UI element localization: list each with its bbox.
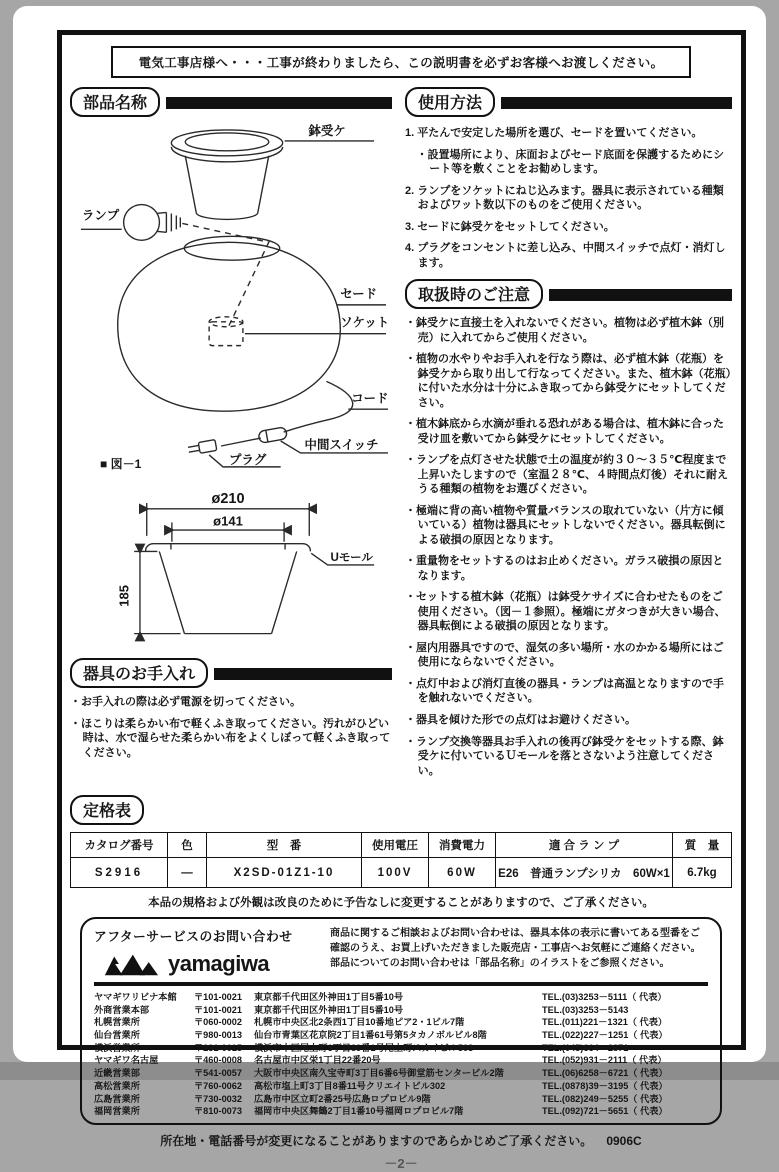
office-name: 福岡営業所 [94,1106,140,1117]
office-address: 高松市塩上町3丁目8番11号クリエイトビル302 [254,1080,446,1091]
office-tel: TEL.(06)6258－6721（ 代表） [542,1068,668,1079]
usage-step: 1. 平たんで安定した場所を選び、セードを置いてください。 [405,127,703,139]
after-service-box [80,917,722,1125]
section-title-care: 器具のお手入れ [70,658,208,688]
office-postal: 〒101-0021 [194,1004,243,1015]
after-service-title: アフターサービスのお問い合わせ [94,929,293,945]
dim-outer: ø210 [211,491,245,508]
office-postal: 〒101-0021 [194,992,243,1003]
section-rating-header [70,795,732,825]
office-row [94,1042,708,1055]
section-title-parts: 部品名称 [70,87,160,117]
yamagiwa-mountain-icon [102,950,160,978]
rating-section [70,795,732,910]
precaution-item: ・重量物をセットするのはお止めください。ガラス破損の原因となります。 [405,555,724,582]
col-catalog: カタログ番号 [71,833,168,858]
office-name: 高松営業所 [94,1080,140,1091]
notice-banner: 電気工事店様へ・・・工事が終わりましたら、この説明書を必ずお客様へお渡しください。 [111,46,691,78]
usage-step: 4. プラグをコンセントに差し込み、中間スイッチで点灯・消灯します。 [405,242,726,269]
after-service-left [94,926,320,978]
office-address: 横浜市中区尾上町6丁目89番1号尾上町スカイビル503 [254,1042,474,1053]
usage-step-sub: ・設置場所により、床面およびセード底面を保護するためにシート等を敷くことをお勧めします。 [416,148,725,176]
rating-table [70,832,732,888]
precaution-item: ・ランプ交換等器具お手入れの後再び鉢受ケをセットする際、鉢受ケに付いているＵモールを落とさないよう注意してください。 [405,735,724,777]
section-bar [214,668,392,680]
val-voltage: 100V [362,858,429,888]
col-model: 型 番 [207,833,362,858]
val-color: — [168,858,207,888]
usage-step: 2. ランプをソケットにねじ込みます。器具に表示されている種類およびワット数以下のものをご使用ください。 [405,184,724,212]
office-row [94,1029,708,1042]
office-address: 東京都千代田区外神田1丁目5番10号 [254,1004,404,1015]
figure-caption: ■ 図－1 [100,457,142,471]
precaution-item: ・鉢受ケに直接土を入れないでください。植物は必ず植木鉢（別売）に入れてからご使用ください。 [405,317,724,344]
office-row [94,1067,708,1080]
office-address: 東京都千代田区外神田1丁目5番10号 [254,992,404,1003]
shade-drawing [118,236,341,411]
office-address: 札幌市中央区北2条西1丁目10番地ピア2・1ビル7階 [254,1017,465,1028]
office-postal: 〒060-0002 [194,1017,243,1028]
right-column [392,87,732,785]
office-row [94,991,708,1004]
section-title-rating: 定格表 [70,795,144,825]
office-tel: TEL.(03)3253－5143 [542,1004,629,1015]
val-lamp: E26 普通ランプシリカ 60W×1 [496,858,673,888]
usage-steps [405,126,732,270]
brand-logo [102,950,320,978]
office-name: ヤマギワ名古屋 [94,1055,159,1066]
office-address: 大阪市中央区南久宝寺町3丁目6番6号御堂筋センタービル2階 [254,1068,504,1079]
val-weight: 6.7kg [673,858,732,888]
office-row [94,1093,708,1106]
precaution-item: ・器具を傾けた形での点灯はお避けください。 [405,713,636,726]
precaution-list [405,316,732,778]
section-title-usage: 使用方法 [405,87,495,117]
after-service-divider [94,982,708,986]
office-postal: 〒980-0013 [194,1030,243,1041]
val-model: X2SD-01Z1-10 [207,858,362,888]
precaution-item: ・屋内用器具ですので、湿気の多い場所・水のかかる場所にはご使用にならないでください。 [405,641,724,669]
office-row [94,1054,708,1067]
dim-inner: ø141 [213,513,243,529]
office-row [94,1004,708,1017]
section-care-header [70,658,392,688]
insertion-dashed-line [182,223,268,329]
precaution-item: ・ランプを点灯させた状態で土の温度が約３０～３５℃程度まで上昇いたしますので（室温２８℃、４時間点灯後）それに耐えうる種類の植物をお選びください。 [405,454,728,496]
holder-section-drawing [146,544,311,634]
section-bar [501,97,732,109]
office-name: 広島営業所 [94,1093,140,1104]
col-color: 色 [168,833,207,858]
label-switch: 中間スイッチ [304,437,379,452]
yamagiwa-wordmark: yamagiwa [168,951,270,977]
footer-notice-text: 所在地・電話番号が変更になることがありますのであらかじめご了承ください。 [160,1133,593,1148]
office-postal: 〒541-0057 [194,1068,243,1079]
office-name: ヤマギワリビナ本館 [94,992,177,1003]
section-precautions-header [405,279,732,309]
label-holder: 鉢受ケ [308,123,346,138]
office-tel: TEL.(082)249－5255（ 代表） [542,1093,668,1104]
pot-holder-drawing [171,130,282,219]
dimension-figure [78,474,378,652]
rating-value-row [71,858,732,888]
content-frame [57,30,746,1171]
office-postal: 〒231-0015 [194,1042,243,1053]
precaution-item: ・植物の水やりやお手入れを行なう際は、必ず植木鉢（花瓶）を鉢受ケから取り出して行なってください。また、植木鉢（花瓶）に付いた水分は十分にふき取ってから鉢受ケにセットしてください。 [405,353,732,409]
label-lamp: ランプ [81,208,120,223]
office-name: 近畿営業部 [94,1068,140,1079]
after-service-header [94,926,708,978]
office-row [94,1016,708,1029]
office-address: 名古屋市中区栄1丁目22番20号 [254,1055,381,1066]
office-tel: TEL.(011)221－1321（ 代表） [542,1017,668,1028]
office-address: 広島市中区立町2番25号広島ロプロビル9階 [254,1093,431,1104]
office-tel: TEL.(022)227－1251（ 代表） [542,1030,668,1041]
cord-drawing [221,381,353,446]
label-umall: Uモール [330,551,374,565]
section-bar [166,97,392,109]
office-list [94,991,708,1118]
care-item: ・お手入れの際は必ず電源を切ってください。 [70,696,301,708]
left-column [70,87,392,767]
dim-height: 185 [116,585,132,607]
section-bar [549,289,732,301]
two-column-layout [70,87,732,785]
precaution-item: ・セットする植木鉢（花瓶）は鉢受ケサイズに合わせたものをご使用ください。（図－１参照）。極端にガタつきが大きい場合、器具転倒による破損の原因となります。 [405,591,726,633]
footer-doc-code: 0906C [606,1133,642,1148]
office-tel: TEL.(092)721－5651（ 代表） [542,1106,668,1117]
section-usage-header [405,87,732,117]
office-name: 札幌営業所 [94,1017,140,1028]
office-row [94,1105,708,1118]
office-name: 横浜営業所 [94,1042,140,1053]
label-plug: プラグ [229,452,267,467]
section-parts-header [70,87,392,117]
footer-notice [70,1132,732,1149]
label-shade: セード [340,286,378,301]
office-row [94,1080,708,1093]
page-number: －2－ [384,1155,418,1171]
switch-drawing [258,427,287,444]
office-name: 仙台営業所 [94,1030,140,1041]
label-socket: ソケット [340,315,390,330]
office-tel: TEL.(045)664－2871 [542,1042,629,1053]
after-service-paragraph: 商品に関するご相談およびお問い合わせは、器具本体の表示に書いてある型番をご確認のうえ、お買上げいただきました販売店・工事店へお気軽にご連絡ください。部品についてのお問い合わせは「部品名称」のイラストをご参照ください。 [330,928,701,970]
office-address: 福岡市中央区舞鶴2丁目1番10号福岡ロプロビル7階 [254,1106,464,1117]
office-postal: 〒810-0073 [194,1106,243,1117]
care-item: ・ほこりは柔らかい布で軽くふき取ってください。汚れがひどい時は、水で湿らせた柔らかい布をよくしぼって軽くふき取ってください。 [70,717,391,759]
val-catalog: S2916 [71,858,168,888]
rating-header-row [71,833,732,858]
office-tel: TEL.(0878)39－3195（ 代表） [542,1080,668,1091]
office-tel: TEL.(03)3253－5111（ 代表） [542,992,667,1003]
section-title-precautions: 取扱時のご注意 [405,279,543,309]
precaution-item: ・点灯中および消灯直後の器具・ランプは高温となりますので手を触れないでください。 [405,677,724,705]
office-postal: 〒760-0062 [194,1080,243,1091]
care-list [70,695,392,760]
office-tel: TEL.(052)931－2111（ 代表） [542,1055,667,1066]
office-name: 外商営業本部 [94,1004,150,1015]
precaution-item: ・極端に背の高い植物や質量バランスの取れていない（片方に傾いている）植物は器具にセットしないでください。器具転倒による破損の原因となります。 [405,504,726,546]
val-power: 60W [429,858,496,888]
col-lamp: 適 合 ラ ン プ [496,833,673,858]
plug-drawing [188,440,217,456]
col-weight: 質 量 [673,833,732,858]
usage-step: 3. セードに鉢受ケをセットしてください。 [405,220,615,233]
lamp-bulb-drawing [124,205,181,241]
label-cord: コード [351,391,389,406]
office-postal: 〒460-0008 [194,1055,243,1066]
col-voltage: 使用電圧 [362,833,429,858]
socket-drawing [209,317,243,346]
precaution-item: ・植木鉢底から水滴が垂れる恐れがある場合は、植木鉢に合った受け皿を敷いてから鉢受ケにセットしてください。 [405,418,724,445]
office-postal: 〒730-0032 [194,1093,243,1104]
manual-page [13,6,766,1171]
office-address: 仙台市青葉区花京院2丁目1番61号第5タカノボルビル8階 [254,1030,487,1041]
rating-note: 本品の規格および外観は改良のために予告なしに変更することがありますので、ご了承ください。 [148,897,654,910]
col-power: 消費電力 [429,833,496,858]
